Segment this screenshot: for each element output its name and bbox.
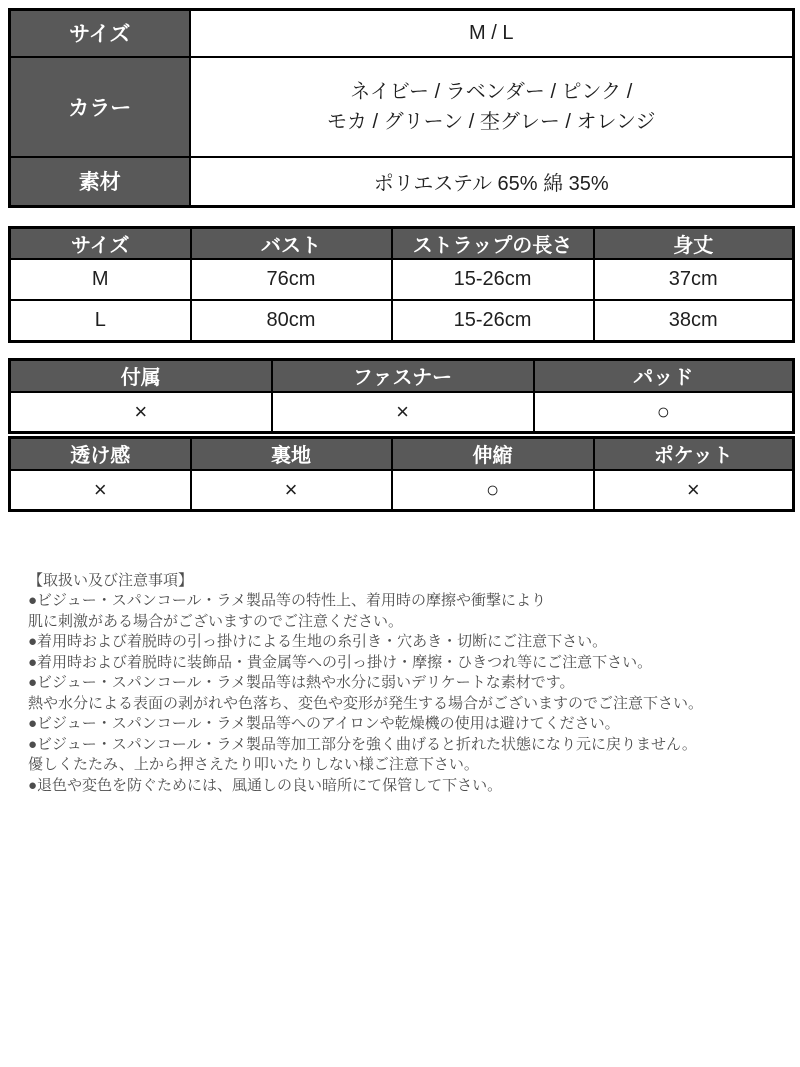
size-l-label: L	[10, 300, 191, 341]
feature-header-lining: 裏地	[191, 437, 392, 470]
spec-row-color	[10, 57, 794, 157]
care-note-line: 肌に刺激がある場合がございますのでご注意ください。	[28, 612, 404, 630]
spec-row-fabric	[10, 157, 794, 207]
spec-value-color	[190, 57, 794, 157]
spec-label-size: サイズ	[10, 10, 190, 57]
size-chart-row-l	[10, 300, 794, 341]
care-note-line: 優しくたたみ、上から押さえたり叩いたりしない様ご注意下さい。	[28, 756, 479, 773]
care-note-line: ●ビジュー・スパンコール・ラメ製品等へのアイロンや乾燥機の使用は避けてください。	[28, 715, 620, 732]
feature-value-accessory: ×	[10, 392, 272, 432]
feature-value-stretch: ○	[392, 470, 594, 510]
care-note-line: ●ビジュー・スパンコール・ラメ製品等は熱や水分に弱いデリケートな素材です。	[28, 674, 575, 691]
feature-2-header-row	[10, 437, 794, 470]
care-note-line: ●着用時および着脱時に装飾品・貴金属等への引っ掛け・摩擦・ひきつれ等にご注意下さい。	[28, 653, 653, 671]
size-chart-header-strap: ストラップの長さ	[392, 228, 594, 260]
size-chart-header-length: 身丈	[594, 228, 794, 260]
size-chart-row-m	[10, 259, 794, 300]
feature-header-accessory: 付属	[10, 359, 272, 392]
spec-label-color: カラー	[10, 57, 190, 157]
size-chart-header-bust: バスト	[191, 228, 392, 260]
size-l-strap: 15-26cm	[392, 300, 594, 341]
size-chart-header-row	[10, 228, 794, 260]
feature-header-fastener: ファスナー	[272, 359, 534, 392]
color-line-1: ネイビー / ラベンダー / ピンク /	[350, 80, 633, 103]
spec-value-fabric: ポリエステル 65% 綿 35%	[190, 157, 794, 207]
size-l-length: 38cm	[594, 300, 794, 341]
spec-label-fabric: 素材	[10, 157, 190, 207]
feature-value-lining: ×	[191, 470, 392, 510]
size-m-strap: 15-26cm	[392, 259, 594, 300]
care-note-line: ●退色や変色を防ぐためには、風通しの良い暗所にて保管して下さい。	[28, 776, 503, 794]
feature-2-value-row	[10, 470, 794, 510]
size-chart-header-size: サイズ	[10, 228, 191, 260]
feature-value-sheer: ×	[10, 470, 191, 510]
care-note-line: ●ビジュー・スパンコール・ラメ製品等の特性上、着用時の摩擦や衝撃により	[28, 592, 547, 609]
spec-table	[8, 8, 795, 208]
feature-1-header-row	[10, 359, 794, 392]
size-m-label: M	[10, 259, 191, 300]
feature-header-pocket: ポケット	[594, 437, 794, 470]
feature-header-pad: パッド	[534, 359, 794, 392]
size-chart-table	[8, 226, 795, 343]
size-m-length: 37cm	[594, 259, 794, 300]
spec-row-size	[10, 10, 794, 57]
spec-value-size: M / L	[190, 10, 794, 57]
feature-header-stretch: 伸縮	[392, 437, 594, 470]
care-note-line: 熱や水分による表面の剥がれや色落ち、変色や変形が発生する場合がございますのでご注意下さい。	[28, 694, 704, 712]
feature-value-pocket: ×	[594, 470, 794, 510]
care-note-line: ●ビジュー・スパンコール・ラメ製品等加工部分を強く曲げると折れた状態になり元に戻りません。	[28, 735, 697, 753]
feature-header-sheer: 透け感	[10, 437, 191, 470]
color-line-2: モカ / グリーン / 杢グレー / オレンジ	[326, 110, 656, 133]
feature-table-details	[8, 436, 795, 512]
size-m-bust: 76cm	[191, 259, 392, 300]
care-notes-section	[28, 571, 790, 797]
care-note-line: ●着用時および着脱時の引っ掛けによる生地の糸引き・穴あき・切断にご注意下さい。	[28, 633, 608, 650]
feature-value-fastener: ×	[272, 392, 534, 432]
feature-1-value-row	[10, 392, 794, 432]
size-l-bust: 80cm	[191, 300, 392, 341]
care-notes-title: 【取扱い及び注意事項】	[28, 571, 194, 589]
feature-value-pad: ○	[534, 392, 794, 432]
feature-table-accessories	[8, 358, 795, 434]
